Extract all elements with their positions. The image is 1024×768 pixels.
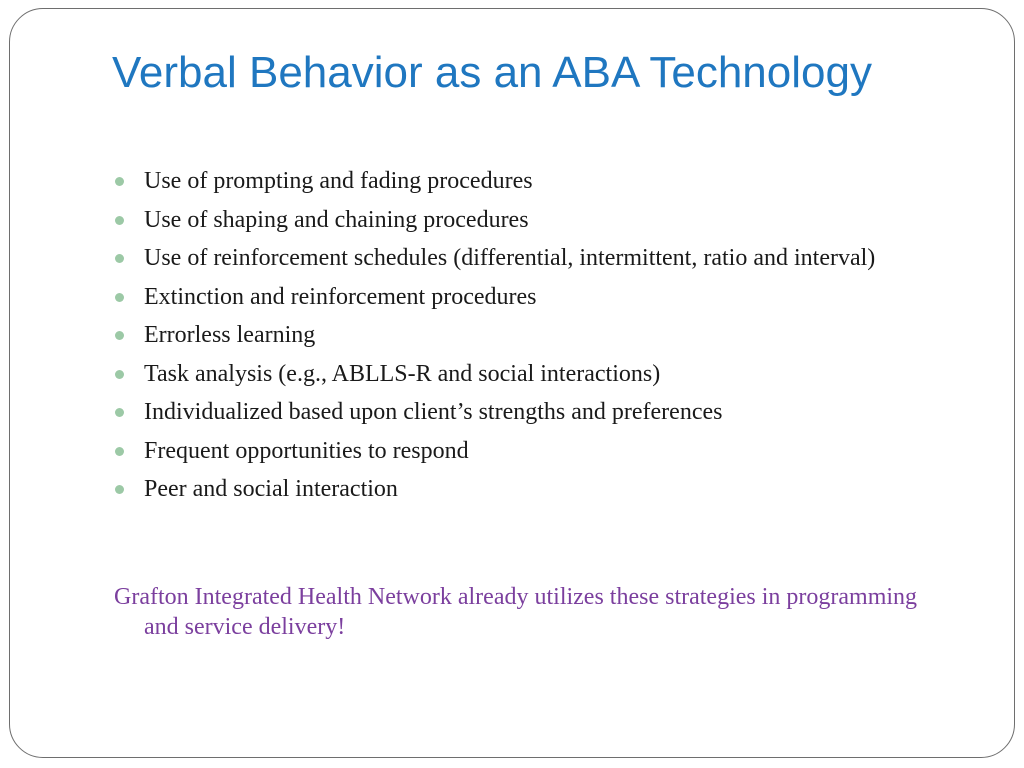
bullet-text: Errorless learning [144, 322, 316, 348]
bullet-list [112, 166, 922, 513]
bullet-text: Individualized based upon client’s strengths and preferences [144, 399, 723, 425]
bullet-text: Extinction and reinforcement procedures [144, 283, 537, 310]
closing-note: Grafton Integrated Health Network already utilizes these strategies in programming and service delivery! [114, 584, 918, 640]
bullet-dot-icon [115, 293, 124, 302]
bullet-item [112, 436, 922, 466]
bullet-text: Use of shaping and chaining procedures [144, 206, 529, 233]
bullet-dot-icon [115, 485, 124, 494]
bullet-dot-icon [115, 447, 124, 456]
bullet-text: Use of prompting and fading procedures [144, 168, 533, 194]
bullet-item [112, 205, 922, 235]
bullet-item [112, 397, 922, 427]
bullet-item [112, 282, 922, 312]
bullet-dot-icon [115, 216, 124, 225]
bullet-text: Use of reinforcement schedules (differential, intermittent, ratio and interval) [144, 245, 876, 271]
bullet-item [112, 166, 922, 196]
bullet-dot-icon [115, 331, 124, 340]
slide-title: Verbal Behavior as an ABA Technology [112, 48, 872, 97]
bullet-dot-icon [115, 254, 124, 263]
bullet-item [112, 243, 922, 273]
bullet-dot-icon [115, 177, 124, 186]
bullet-text: Frequent opportunities to respond [144, 437, 469, 464]
bullet-text: Task analysis (e.g., ABLLS-R and social interactions) [144, 360, 661, 387]
bullet-item [112, 474, 922, 504]
bullet-text: Peer and social interaction [144, 476, 398, 502]
bullet-dot-icon [115, 408, 124, 417]
bullet-item [112, 359, 922, 389]
bullet-item [112, 320, 922, 350]
bullet-dot-icon [115, 370, 124, 379]
